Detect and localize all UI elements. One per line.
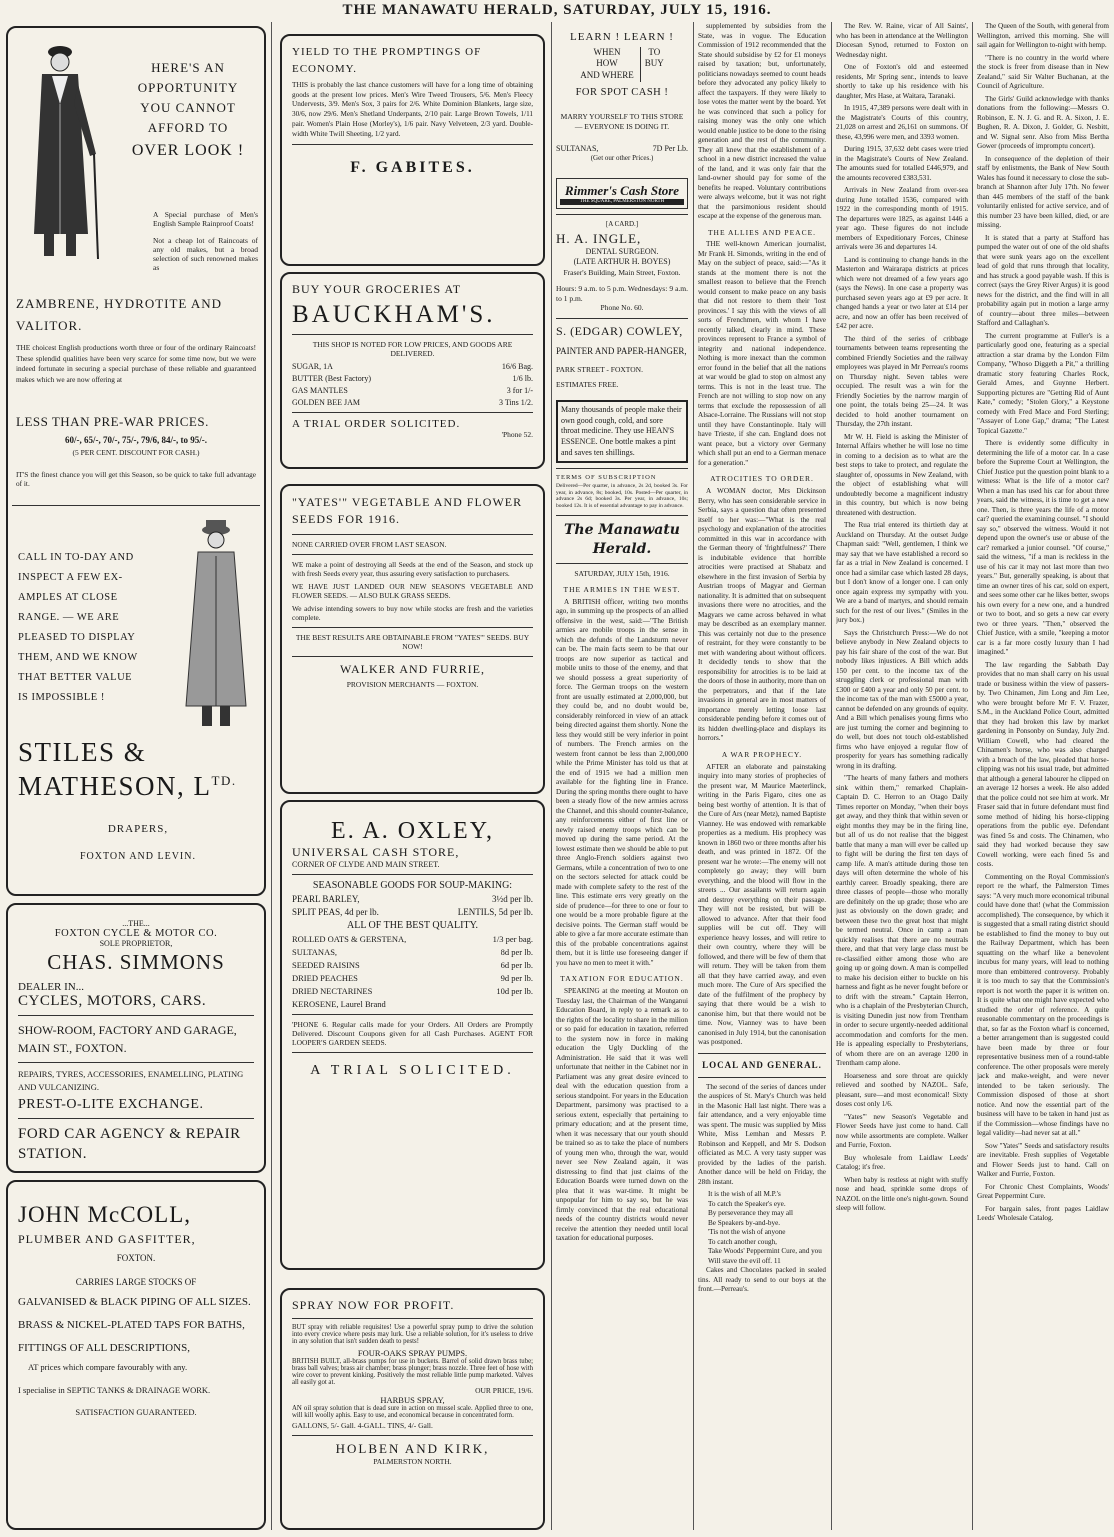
man-in-raincoat-illustration: [18, 34, 108, 264]
gabites-name: F. GABITES.: [350, 159, 475, 177]
headline-line: OVER LOOK !: [131, 141, 245, 159]
divider: [18, 1062, 254, 1063]
local-body: The second of the series of dances under the auspices of St. Mary's Church was held in the Masonic Hall last night. There was a fair attendance, and a very enjoyable time was spent. The music was supplied by Miss White, Miss Lemhan and Messrs P. Robinson and Keppell, and Mr S. Dodson officiated as M.C. A very tasty supper was provided by the ladies of the parish. Another dance will be held on Friday, the 28th instant.: [698, 1082, 826, 1186]
pumps-body: BRITISH BUILT, all-brass pumps for use in buckets. Barrel of solid drawn brass tube; brass ball valves; brass air chamber; brass plunger; brass nozzle. Three feet of hose with wire cover to prevent kinking. Positively the most reliable little pump marketed. Valves all easily got at.: [292, 1358, 533, 1386]
item-name: ROLLED OATS & GERSTENA,: [292, 934, 407, 944]
trial-solicited: A TRIAL SOLICITED.: [310, 1063, 515, 1078]
stocks: CARRIES LARGE STOCKS OF: [75, 1277, 197, 1287]
holben-kirk-ad: [280, 1288, 545, 1530]
news-paragraph: During 1915, 37,632 debt cases were tried in the Magistrate's Courts of New Zealand. The amounts sued for totalled £446,979, and the amounts recovered £383,531.: [836, 145, 968, 182]
column-4: [698, 22, 826, 1530]
news-paragraph: There is evidently some difficulty in determining the life of a motor car. In a case before the Supreme Court at Wellington, the Chief Justice put the question point blank to a witness: What is the life of a motor car? When a man has used his car for about three years, said the witness, it is time to get a new one. Then, is three years the life of a motor car? queried the examining counsel. "I should say so," observed the witness. Would it not depend upon the owner's use or abuse of the car? remarked a junior counsel. "Of course," said the witness, "if a man is reckless in the use of his car it may not last more than two years." But, generally speaking, is about that time an owner tires of his car, sold on expert, and sees some other car he likes better, swops his own every for a new one, and a hundred or two to boot, and so gets a new car every two or three years. "Then," observed the Chief Justice, with a smile, "keeping a motor car is a far more costly luxury than I had imagined.": [977, 439, 1109, 656]
news-paragraph: The third of the series of cribbage tournaments between teams representing the combined Friendly Societies and the railway employees was played in Mr Perreau's rooms on Thursday night. Seven tables were occupied. The result was a win for the Friendly Societies by the narrow margin of one point, the totals being 25—24. It was decided to hold another tournament on Thursday, the 27th instant.: [836, 334, 968, 428]
places: FOXTON AND LEVIN.: [80, 851, 196, 862]
column-6: [977, 22, 1109, 1530]
item-price: LENTILS, 5d per lb.: [457, 907, 533, 917]
foxton-cycle-ad: [6, 903, 266, 1173]
pumps-heading: FOUR-OAKS SPRAY PUMPS.: [357, 1348, 468, 1358]
rimmers-name: Rimmer's Cash Store: [564, 182, 680, 198]
divider: [556, 468, 688, 469]
spray-body: BUT spray with reliable requisites! Use a powerful spray pump to drive the solution into every crevice where pests may lurk. Use a reliable solution, for it's useless to drive in any solution that isn't sudden death to pests!: [292, 1324, 533, 1345]
firm-ltd: TD.: [211, 772, 237, 788]
buy: BUY: [644, 58, 664, 69]
item-name: SUGAR, 1A: [292, 362, 333, 371]
the-label: ...THE...: [122, 919, 150, 928]
rimmers-logo: [556, 178, 688, 210]
firm-line: MATHESON, L: [18, 770, 212, 801]
goods: CYCLES, MOTORS, CARS.: [18, 993, 207, 1009]
none-carried: NONE CARRIED OVER FROM LAST SEASON.: [292, 539, 447, 549]
holben-town: PALMERSTON NORTH.: [373, 1457, 452, 1466]
call-line: THEM, AND WE KNOW: [18, 651, 138, 663]
price-row: [292, 960, 533, 970]
hours: Hours: 9 a.m. to 5 p.m. Wednesdays: 9 a.m. to 1 p.m.: [556, 283, 688, 303]
verse-line: To catch another cough,: [708, 1237, 777, 1246]
grocery-list: [292, 362, 533, 407]
soup-heading: SEASONABLE GOODS FOR SOUP-MAKING:: [312, 880, 513, 891]
prophecy-heading: A WAR PROPHECY.: [721, 749, 803, 759]
news-paragraph: In 1915, 47,389 persons were dealt with in the Magistrate's Courts of this country, 21,028 on arrest and 26,161 on summons. Of these, 43,996 were men, and 3393 women.: [836, 104, 968, 141]
oxley-phone: 'PHONE 6. Regular calls made for your Orders. All Orders are Promptly Delivered. Discount Coupons given for all Cash Purchases. AGENT FOR LOOPER'S GARDEN SEEDS.: [292, 1020, 533, 1047]
headline-line: OPPORTUNITY: [137, 80, 239, 96]
company-name: FOXTON CYCLE & MOTOR CO.: [54, 928, 218, 939]
phone: 'Phone 52.: [501, 430, 533, 439]
proprietor-name: CHAS. SIMMONS: [47, 950, 225, 974]
call-line: AMPLES AT CLOSE: [18, 591, 118, 603]
paper-date: SATURDAY, JULY 15th, 1916.: [574, 569, 670, 579]
news-paragraph: The Girls' Guild acknowledge with thanks donations from the following:—Messrs O. Robinson, E. N. J. G. and R. A. Sixon, J. E. Bughen, R. A. Dixon, J. Golder, G. Nesbitt, and W. Signal senr. Also from Miss Bertha Gower (proceeds of impromptu concert).: [977, 94, 1109, 150]
divider: [18, 1118, 254, 1119]
bauckham-ad: [280, 272, 545, 469]
allies-body: THE well-known American journalist, Mr Frank H. Simonds, writing in the end of May on the subject of peace, said:—"As it stands at the moment there is not the smallest reason to believe that the French would consent to make peace on any basis that did not restore to them their 'lost provinces.' I say this with the views of all sorts of Frenchmen, with whom I have recently talked, clearly in mind. These provinces represent to France a symbol of integrity and national independence. Nothing is more inexact than the common error found in the belief that all the nations at war would be glad to stop on almost any terms. This is not in the least true. The French are not willing to stop now on any terms that exclude the repossession of all Alsace-Lorraine. The Russians will not stop until they have Constantinople. Italy will have Trieste, if she can. England does not want peace, but a victory over Germany which shall put an end to a German menace for a generation.": [698, 240, 826, 467]
ford-agency: FORD CAR AGENCY & REPAIR STATION.: [18, 1125, 241, 1162]
repairs: REPAIRS, TYRES, ACCESSORIES, ENAMELLING, PLATING AND VULCANIZING.: [18, 1069, 244, 1092]
best-quality: ALL OF THE BEST QUALITY.: [346, 920, 479, 931]
dental-surgeon: DENTAL SURGEON.: [585, 246, 659, 256]
divider: [292, 656, 533, 657]
news-paragraph: The Rua trial entered its thirtieth day at Auckland on Thursday. At the outset Judge Chapman said: "Well, gentlemen, I think we may say that we have established a record so far as a trial in New Zealand is concerned. I once had a similar case which lasted 28 days, but I don't know of a longer one. I can only once again express my sympathy with you. We are a band of martyrs, and should remain such for the rest of our lives." (Smiles in the jury box.): [836, 521, 968, 624]
gabites-body: THIS is probably the last chance customers will have for a long time of obtaining goods at the present low prices. Men's Wire Tweed Trousers, 5/6. Men's Fleecy Undervests, 3/9. Men's Sox, 3 pairs for 2/6. White Dominion Blankets, large size, 30/6, now 29/6. Men's Shetland Underpants, 2/10 pair. Large Brown Towels, 1/11 pair. Women's Plain Hose (Morley's), 1/6 pair. Navy Velveteen, 2/3 yard. Double-width White Twill Sheeting, 1/2 yard.: [292, 81, 533, 138]
walker-furrie-ad: [280, 484, 545, 794]
prest-o-lite: PREST-O-LITE EXCHANGE.: [18, 1096, 204, 1112]
sultanas-line: [556, 144, 688, 155]
divider: [698, 1077, 826, 1078]
price-row: [292, 973, 533, 983]
marry-text: MARRY YOURSELF TO THIS STORE — EVERYONE IS DOING IT.: [560, 112, 684, 131]
news-paragraph: In consequence of the depletion of their staff by enlistments, the Bank of New South Wales has found it necessary to close the sub-branch at Shannon after July 17th. No fewer than 445 members of the staff of the bank voluntarily enlisted for active service, and of this number 23 have been killed, died, or are missing.: [977, 154, 1109, 229]
divider: [292, 874, 533, 875]
sultanas-price: 7D Per Lb.: [652, 143, 688, 153]
item-name: SULTANAS,: [292, 947, 338, 957]
divider: [292, 534, 533, 535]
oxley-name: E. A. OXLEY,: [331, 818, 494, 844]
news-paragraph: For bargain sales, front pages Laidlaw Leeds' Wholesale Catalog.: [977, 1204, 1109, 1222]
prophecy-body: AFTER an elaborate and painstaking inquiry into many stories of prophecies of the present war, M Maurice Maeterlinck, writing in the Paris Figaro, cites one as being best worthy of attention. It is that of the Cure of Ars (near Metz), named Baptiste Vianney. He was endowed with remarkable properties as a medium. His prophecy was known in 1860 two or three months after his death, and was printed in 1872. Of the present war he wrote:—The enemy will not completely go away; they will burn everything, and the blood will flow in the streets ... Our assailants will return again and destroy everything on their passage. They will not be resisted, but will be allowed to advance. After that their food supplies will be cut off. They will experience heavy losses, and will retire to their own country, where they will be followed, and there will be few of them that will return. They will be taken from them all that they have carried away, and even much more. The Cure of Ars specified the date of the fulfilment of the prophecy by saying that there would be a wish to canonise him, but that there would not be time. Now, Vianney was to have been canonised in July 1914, but the canonisation was postponed.: [698, 762, 826, 1047]
paper-name: The Manawatu Herald.: [564, 522, 680, 557]
divider: [292, 1435, 533, 1436]
headline: [118, 58, 258, 163]
cakes-notice: Cakes and Chocolates packed in sealed tins. All ready to send to our boys at the front.—Perreau's.: [698, 1266, 826, 1294]
call-line: THAT BETTER VALUE: [18, 671, 133, 683]
divider: [12, 505, 260, 506]
oxley-ad: [280, 800, 545, 1270]
man-in-overcoat-illustration: [176, 516, 256, 731]
seeds-title: "YATES'" VEGETABLE AND FLOWER SEEDS FOR 1916.: [292, 495, 523, 527]
item-price: 16/6 Bag.: [501, 362, 533, 371]
item-name: DRIED NECTARINES: [292, 986, 373, 996]
subscription-body: Delivered—Per quarter, in advance, 2s 2d, booked 3s. For year, in advance, 8s; booked, 10s. Posted—Per quarter, in advance 2s 6d; booked 3s. Per year, in advance, 10s; booked 12s. It is of essential advantage to pay in advance.: [556, 482, 688, 510]
buy-groceries: BUY YOUR GROCERIES AT: [292, 282, 462, 296]
card-label: [A CARD.]: [605, 220, 639, 229]
news-paragraph: The Queen of the South, with general from Wellington, arrived this morning. She will sail again for Wellington to-night with hemp.: [977, 22, 1109, 49]
bauckham-name: BAUCKHAM'S.: [292, 301, 496, 328]
item-price: 1/3 per bag.: [492, 934, 533, 944]
item-price: 10d per lb.: [496, 986, 533, 996]
price-row: [292, 999, 533, 1009]
item-price: 8d per lb.: [500, 947, 533, 957]
armies-heading: THE ARMIES IN THE WEST.: [563, 585, 681, 594]
price-row: [292, 934, 533, 944]
verse-line: By perseverance they may all: [708, 1209, 794, 1218]
building: Fraser's Building, Main Street, Foxton.: [563, 267, 681, 277]
divider: [556, 318, 688, 319]
divider: [292, 412, 533, 413]
painter: PAINTER AND PAPER-HANGER,: [556, 346, 687, 357]
gabites-ad: [280, 34, 545, 266]
body-text: THE choicest English productions worth three or four of the ordinary Raincoats! These splendid qualities have been very scarce for some time now, but we were indeed fortunate in securing a special purchase of these reliable and guaranteed makes which we are now offering at: [16, 343, 256, 384]
seeds-body: WE make a point of destroying all Seeds at the end of the Season, and stock up with fresh Seeds every year, thus assuring every satisfaction to purchasers.: [292, 559, 533, 578]
item-price: 3½d per lb.: [492, 894, 533, 904]
news-paragraph: "Yates'" new Season's Vegetable and Flower Seeds have just come to hand. Call now while assortments are complete. Walker and Furrie, Foxton.: [836, 1112, 968, 1149]
drapers: DRAPERS,: [107, 823, 169, 835]
column-5-paragraphs: [836, 22, 968, 1214]
pump-price: OUR PRICE, 19/6.: [475, 1386, 533, 1395]
news-paragraph: Commenting on the Royal Commission's report re the wharf, the Palmerston Times says: "A very much more economical tribunal could have done that! (what the Commission accomplished). The consequence, by which it is suggested that a small rating district should be established to find the money to buy out the Railway Department, which has been squatting on the wharf like a benevolent incubus for many years, will lead to nothing more than embittered controversy. Probably it is too much to say that the Commission's report is not worth the paper it is written on. It is quite what one might have expected who studied the order of reference. A quite reasonable commentary on the proceedings is that, so far as the Foxton wharf is concerned, a better arrangement than is suggested could have been made by three or four representative business men of a round-table conference. The other proposals were merely jack and make-weight, and were never intended to be taken seriously. The Commission disposed of those at short notice. And now the essential part of the business will have to be taken in hand just as if the Commission—whose findings have no legal validity—had never sat at all.": [977, 872, 1109, 1137]
price-row: [292, 398, 533, 407]
best-results: THE BEST RESULTS ARE OBTAINABLE FROM "YATES'" SEEDS. BUY NOW!: [295, 632, 530, 651]
firm-name: [18, 736, 258, 804]
shop-note: THIS SHOP IS NOTED FOR LOW PRICES, AND GOODS ARE DELIVERED.: [312, 340, 513, 358]
price-row: [292, 986, 533, 996]
park-street: PARK STREET - FOXTON.: [556, 364, 643, 374]
news-paragraph: Sow "Yates'" Seeds and satisfactory results are inevitable. Fresh supplies of Vegetable and Flower Seeds just to hand. Call on Walker and Furrie, Foxton.: [977, 1141, 1109, 1178]
closing-text: IT'S the finest chance you will get this Season, so be quick to take full advantage of it.: [16, 470, 256, 488]
rimmers-sub: THE SQUARE, PALMERSTON NORTH: [560, 199, 684, 206]
column-rule: [271, 22, 272, 1530]
item-price: 3 for 1/-: [506, 386, 533, 395]
trade: PLUMBER AND GASFITTER,: [18, 1232, 196, 1246]
discount: (5 PER CENT. DISCOUNT FOR CASH.): [72, 448, 200, 457]
news-paragraph: One of Foxton's old and esteemed residents, Mr Spring senr., intends to leave shortly to take up his residence with his daughter, Mrs Hase, at Waitara, Taranaki.: [836, 63, 968, 100]
dealer-label: DEALER IN...: [18, 981, 84, 993]
other-prices: (Get our other Prices.): [590, 154, 654, 163]
column-6-paragraphs: [977, 22, 1109, 1224]
verse-line: Will stave the evil off. 11: [708, 1256, 781, 1265]
holben-name: HOLBEN AND KIRK,: [335, 1441, 490, 1456]
spray-title: SPRAY NOW FOR PROFIT.: [292, 1298, 455, 1312]
proprietor-label: SOLE PROPRIETOR,: [99, 939, 173, 948]
item-name: SEEDED RAISINS: [292, 960, 360, 970]
harbus-heading: HARBUS SPRAY,: [380, 1395, 445, 1405]
taxation-heading: TAXATION FOR EDUCATION.: [560, 974, 684, 984]
walker-name: WALKER AND FURRIE,: [339, 661, 485, 676]
headline-line: YOU CANNOT: [140, 100, 236, 116]
when-how-where: [556, 47, 688, 83]
verse-line: Take Woods' Peppermint Cure, and you: [708, 1247, 822, 1256]
verse-line: Be Speakers by-and-bye.: [708, 1218, 781, 1227]
masthead: THE MANAWATU HERALD, SATURDAY, JULY 15, 1916.: [342, 2, 772, 18]
showroom: SHOW-ROOM, FACTORY AND GARAGE, MAIN ST., FOXTON.: [18, 1023, 237, 1055]
divider: [292, 334, 533, 335]
where: AND WHERE: [580, 70, 634, 81]
spot-cash: FOR SPOT CASH !: [575, 87, 669, 99]
news-paragraph: When baby is restless at night with stuffy nose and head, sprinkle some drops of NAZOL on the little one's night-gown. Sound sleep will follow.: [836, 1175, 968, 1212]
item-name: SPLIT PEAS, 4d per lb.: [292, 907, 379, 917]
verse: [698, 1190, 826, 1266]
landed: WE HAVE JUST LANDED OUR NEW SEASON'S VEGETABLE AND FLOWER SEEDS. — ALSO BULK GRASS SEEDS.: [292, 581, 533, 600]
column-rule: [551, 22, 552, 1530]
ingle-phone: Phone No. 60.: [600, 303, 644, 313]
price-row: [292, 374, 533, 383]
allies-heading: THE ALLIES AND PEACE.: [707, 227, 817, 237]
news-paragraph: For Chronic Chest Complaints, Woods' Great Peppermint Cure.: [977, 1182, 1109, 1200]
news-paragraph: "There is no country in the world where the stock is freer from disease than in New Zealand," said Sir Walter Buchanan, at the Council of Agriculture.: [977, 53, 1109, 90]
price-row: [292, 894, 533, 904]
note: Not a cheap lot of Raincoats of any old makes, but a broad selection of such renowned makes as: [153, 236, 258, 272]
when: WHEN: [593, 46, 621, 57]
john-mccoll-ad: [6, 1180, 266, 1530]
item-name: GAS MANTLES: [292, 386, 348, 395]
headline-line: HERE'S AN: [151, 60, 225, 75]
trial-order: A TRIAL ORDER SOLICITED.: [292, 418, 461, 430]
plumber-name: JOHN McCOLL,: [18, 1202, 191, 1227]
to: TO: [648, 46, 661, 57]
divider: [18, 1015, 254, 1016]
firm-line: STILES &: [18, 737, 147, 767]
news-paragraph: The law regarding the Sabbath Day provides that no man shall carry on his usual trade or business within the view of passers-by. Two Chinamen, Jim Long and Jim Lee, who were brought before Mr F. V. Frazer, S.M., in the Auckland Police Court, admitted that they had broken this law by market gardening in Ponsonby on Sunday, July 2nd. William Cowell, who had cleared the Chinamen's horse, who was also charged with a breach of the law, pleaded that horse-clipping was not his usual trade, but admitted that although a general labourer he clipped on an average 12 horses a week. He also added that the police could not see him at work. Mr Fraser said that in future defendant must find some method of hiding his horse-clipping operations from the public eye. Defendant was fined 5s and costs. The Chinamen, who said they had worked because they saw Cowell working, were each fined 5s and costs.: [977, 660, 1109, 868]
price-row: [292, 362, 533, 371]
item-name: PEARL BARLEY,: [292, 894, 360, 904]
fittings: FITTINGS OF ALL DESCRIPTIONS,: [18, 1341, 190, 1354]
local-general-heading: LOCAL AND GENERAL.: [702, 1059, 822, 1070]
divider: [292, 627, 533, 628]
call-in-text: [18, 548, 178, 708]
news-paragraph: Arrivals in New Zealand from over-sea during June totalled 1536, compared with 1922 in the corresponding month of 1915. The departures were 1825, as against 1446 a year ago. These figures do not include members of Expeditionary Forces, Chinese arrivals were 36 and departures 14.: [836, 186, 968, 251]
atrocities-heading: ATROCITIES TO ORDER.: [710, 474, 814, 484]
oxley-price-list: [292, 934, 533, 1009]
divider: [292, 1318, 533, 1319]
divider: [556, 515, 688, 516]
item-price: 1/6 lb.: [512, 374, 533, 383]
column-3: [556, 22, 688, 1530]
how: HOW: [596, 58, 618, 69]
advise: We advise intending sowers to buy now while stocks are fresh and the varieties complete.: [292, 603, 533, 622]
column-rule: [972, 22, 973, 1530]
septic-tanks: I specialise in SEPTIC TANKS & DRAINAGE WORK.: [18, 1384, 211, 1395]
item-name: BUTTER (Best Factory): [292, 374, 372, 383]
taxation-body: SPEAKING at the meeting at Mouton on Tuesday last, the Chairman of the Wanganui Education Board, in reply to a remark as to the rights of the locality to share in the milion or so paid for education in taxation, referred to the system now in force in making education the Ugly Duckling of the Administration. He said that it was well unfortunate that neither in the Cabinet nor in Parliament was any great desire evinced to deal with the education question from a serious standpoint. For years in the Education Department, parsimony was practised to a serious extent, especially that pertaining to primary education; and at the present time, when it was necessary that our youth should be trained so as to take the place of numbers of young men who, through the war, would never see New Zealand again, it was distressing to find that just claims of the Education Boards were turned down on the plea that it was war-time. It might be unpopular for him to say so, but he was firmly convinced that the real educational needs of the country districts would never receive the attention they needed until local taxation for educational purposes.: [556, 987, 688, 1243]
item-name: GOLDEN BEE JAM: [292, 398, 360, 407]
news-paragraph: Hoarseness and sore throat are quickly relieved and soothed by NAZOL. Safe, pleasant, sure—and most economical! Sixty doses cost only 1/6.: [836, 1071, 968, 1108]
sultanas: SULTANAS,: [556, 143, 599, 153]
news-paragraph: The Rev. W. Raine, vicar of All Saints', who has been in attendance at the Wellington Diocesan Synod, returned to Foxton on Wednesday night.: [836, 22, 968, 59]
column-rule: [693, 22, 694, 1530]
item-price: 9d per lb.: [500, 973, 533, 983]
atrocities-body: A WOMAN doctor, Mrs Dickinson Berry, who has seen considerable service in Serbia, says a question that often presented itself to her was:—"What is the real psychology and explanation of the atrocities committed in this war in accordance with the German theory of 'frightfulness?' There is indubitable evidence that horrible atrocities were practised at Shabatz and elsewhere in the first invasion of Serbia by Austrian troops of Magyar and German nationality. It is admitted that on subsequent invasions there were no atrocities, and the Magyars we came across behaved in what may be described as an exemplary manner. This was certainly not due to the presence of restraint, for they were constantly to be met with wandering about without officers. It decidedly tends to show that the responsibility for atrocities is to be laid at the doors of those in authority, more than on the perpetrators, and that if the late invasions in general are in most matters of importance merely letting loose last considerable pending before it comes out of its hidden dwelling-place and displays its horrors.": [698, 487, 826, 743]
less-than-pre-war: LESS THAN PRE-WAR PRICES.: [16, 414, 209, 429]
intro: A Special purchase of Men's English Sample Rainproof Coats!: [153, 210, 258, 228]
gallon-prices: GALLONS, 5/- Gall. 4-GALL. TINS, 4/- Gall.: [292, 1421, 433, 1430]
price-row: [292, 386, 533, 395]
cowley-name: S. (EDGAR) COWLEY,: [556, 324, 683, 339]
divider: [556, 563, 688, 564]
news-paragraph: Mr W. H. Field is asking the Minister of Internal Affairs whether he will lose no time in coming to a decision as to what are the best steps to take to protect, and regulate the slaughter of, opossums in New Zealand, with the object of establishing what will undoubtedly become a magnificent industry in this country, but which is now being threatened with destruction.: [836, 432, 968, 517]
call-line: CALL IN TO-DAY AND: [18, 552, 134, 563]
heans-essence-ad: Many thousands of people make their own good cough, cold, and sore throat medicine. They use HEAN'S ESSENCE. One bottle makes a pint and saves ten shillings.: [556, 400, 688, 463]
intro-text: [153, 210, 258, 272]
ingle-name: H. A. INGLE,: [556, 230, 642, 246]
price-row: [292, 907, 533, 917]
divider: [292, 554, 533, 555]
subscription-terms: TERMS OF SUBSCRIPTION: [556, 474, 657, 482]
news-paragraph: It is stated that a party at Stafford has pumped the water out of one of the old shafts that were sunk years ago on the excellent lead of gold that runs through that locality, and has struck a good payable wash. If this is correct (says the Grey River Argus) it is good news for the district, and the find will in all probability again put in motion a large army of country—about three miles—between Stafford and Callaghan's.: [977, 233, 1109, 327]
walker-sub: PROVISION MERCHANTS — FOXTON.: [346, 679, 479, 689]
news-paragraph: Says the Christchurch Press:—We do not believe anybody in New Zealand objects to pay his fair share of the cost of the war. But nobody likes injustices. A Bill which adds 150 per cent. to the income tax of the struggling clerk or professional man with £300 or £400 a year and only 50 per cent. to the income tax of the man with £5000 a year, cannot be defended on any grounds of equity. And a Bill which penalises young firms who are just turning the corner and beginning to do well, but does not touch old-established firms who have enjoyed a regular flow of prosperity for years has something radically wrong in its drafting.: [836, 628, 968, 770]
gabites-title: YIELD TO THE PROMPTINGS OF ECONOMY.: [292, 46, 482, 75]
column-rule: [831, 22, 832, 1530]
divider: [292, 1014, 533, 1015]
call-line: IS IMPOSSIBLE !: [18, 691, 105, 703]
guarantee: SATISFACTION GUARANTEED.: [75, 1406, 197, 1417]
item-price: 3 Tins 1/2.: [498, 398, 533, 407]
store: UNIVERSAL CASH STORE,: [292, 845, 460, 859]
stiles-matheson-ad: [6, 26, 266, 896]
divider: [292, 1052, 533, 1053]
divider: [698, 1053, 826, 1054]
brands: ZAMBRENE, HYDROTITE AND VALITOR.: [16, 296, 223, 334]
item-name: KEROSENE, Laurel Brand: [292, 999, 386, 1009]
prices-note: AT prices which compare favourably with any.: [28, 1361, 188, 1372]
corner: CORNER OF CLYDE AND MAIN STREET.: [292, 860, 440, 869]
price-row: [292, 947, 533, 957]
taxation-continued: supplemented by subsidies from the State, was in vogue. The Education Commission of 1912 recommended that the State should subsidise by £2 for £1 moneys raised by taxation; but, unfortunately, politicians nowadays seemed to count heads before they advocated any policy likely to affect the taxpayers. If they were likely to lose votes the matter went by the board. Yet he was convinced that such a policy for raising money was the only one which would enable justice to be done to the rising generation and the rest of the community. They all knew that the establishment of a school in a new district increased the value of the land, and it was only fair that the land-owner should pay for some of the benefits he reaped. Voluntary contributions were always welcome, but it was not right that the parsimonious resident should escape at the expense of the generous man.: [698, 22, 826, 220]
piping: GALVANISED & BLACK PIPING OF ALL SIZES.: [18, 1296, 251, 1308]
news-paragraph: Buy wholesale from Laidlaw Leeds' Catalog; it's free.: [836, 1153, 968, 1171]
item-price: 6d per lb.: [500, 960, 533, 970]
news-paragraph: "The hearts of many fathers and mothers sink within them," remarked Chaplain-Captain D. C. Herron to an Otago Daily Times reporter on Monday, "when their boys get away, and they think that within seven or eight months they may be in the firing line, but all of us do not realise that the biggest battle that many a man will ever be called up to fight will be during the first ten days of camp life. A man's attitude during those ten days will often determine the whole of his earthly career. Broadly speaking, there are three classes of people—those who morally are definitely on the up grade; those who are just as obviously on the down grade; and between these two the great host that might be termed neutral. Once in camp a man quickly realises that there are no neutrals there, and that that very large class must be re-classified either among those who are going up or going down. A man is compelled to make his decision either to buckle on his harness and fight as he never fought before or to drift with the stream." Captain Herron, who is a chaplain of the Presbyterian Church, is visiting Dunedin just now from Trentham in order to secure urgently-needed additional accommodation and comforts for the men. He is appealing especially to Presbyterians, of whom there are on an average 1200 in Trentham camp alone.: [836, 774, 968, 1067]
late-boyes: (LATE ARTHUR H. BOYES): [573, 257, 671, 267]
taps: BRASS & NICKEL-PLATED TAPS FOR BATHS,: [18, 1319, 245, 1332]
call-line: PLEASED TO DISPLAY: [18, 631, 136, 643]
news-paragraph: Land is continuing to change hands in the Masterton and Wairarapa districts at prices which were not dreamed of a few years ago (says the News). In one case a property was purchased seven years ago at £9 per acre. It changed hands a year or two later at £14 per acre, and now an offer has been received of £42 per acre.: [836, 255, 968, 330]
armies-body: A BRITISH officer, writing two months ago, in summing up the prospects of an allied offensive in the west, said:—"The British armies are mobile troops in the sense in which the defunds of the Landsturm never can be. The main facts seem to be that our troops are now superior as tactical and mobile units to those of the enemy, and that we should possess a great superiority of force. The German troops on the western front are usually estimated at 2,000,000, but they could be, and no doubt would be, considerably reinforced in view of an attack being directed against them shortly. None the less they would still be very inferior in point of numbers. The French armies on the western front cannot be less than 2,000,000 while the Prime Minister has told us that at the end of 1915 we had a million men available for the fighting line in France. During the spring months there ought to have been a steady flow of the new armies across the Channel, and this should counter-balance, any reinforcements either of first line or newly raised enemy troops which can be moved up during the same period. At the lowest estimate then we should be able to put three Anglo-French soldiers against two Germans, while a concentration of two to one on the sectors selected for attack could be made with complete safety to the rest of the line. This estimate errs very greatly on the side of prudence—for three to one or four to one would be a more probable figure at the decisive points. The German staff would be able to give a far more accurate estimate than this of the probable concentrations against them, but it is little use foreseeing danger if you have no men to meet it with.": [556, 597, 688, 967]
column-5: [836, 22, 968, 1530]
verse-line: 'Tis not the wish of anyone: [708, 1228, 786, 1237]
learn-heading: LEARN ! LEARN !: [570, 31, 674, 43]
news-paragraph: The current programme at Fuller's is a particularly good one, featuring as a special attraction a star drama by the London Film Company, "Whoso Diggeth a Pit," a thrilling dramatic story featuring Charles Rock, Gerald Ames, and Guynne Herbert. Supporting pictures are "Getting Rid of Aunt Kate," comedy; "Stolen Glory," a Keystone comedy with Fred Mace and Ford Sterling; "Assayer of Lone Gap," drama; "The Latest Topical Gazette.": [977, 331, 1109, 435]
divider: [292, 144, 533, 145]
estimates: ESTIMATES FREE.: [556, 380, 619, 390]
price-list: 60/-, 65/-, 70/-, 75/-, 79/6, 84/-, to 95/-.: [65, 435, 207, 445]
town: FOXTON.: [116, 1253, 156, 1263]
divider: [556, 214, 688, 215]
call-line: RANGE. — WE ARE: [18, 611, 120, 623]
verse-line: To catch the Speaker's eye.: [708, 1199, 786, 1208]
verse-line: It is the wish of all M.P.'s: [708, 1190, 781, 1199]
headline-line: AFFORD TO: [147, 120, 229, 136]
item-name: DRIED PEACHES: [292, 973, 358, 983]
call-line: INSPECT A FEW EX-: [18, 571, 123, 583]
harbus-body: AN oil spray solution that is dead sure in action on mussel scale. Applied three to one, will kill woolly aphis. Easy to use, and economical because in concentrated form.: [292, 1405, 533, 1419]
